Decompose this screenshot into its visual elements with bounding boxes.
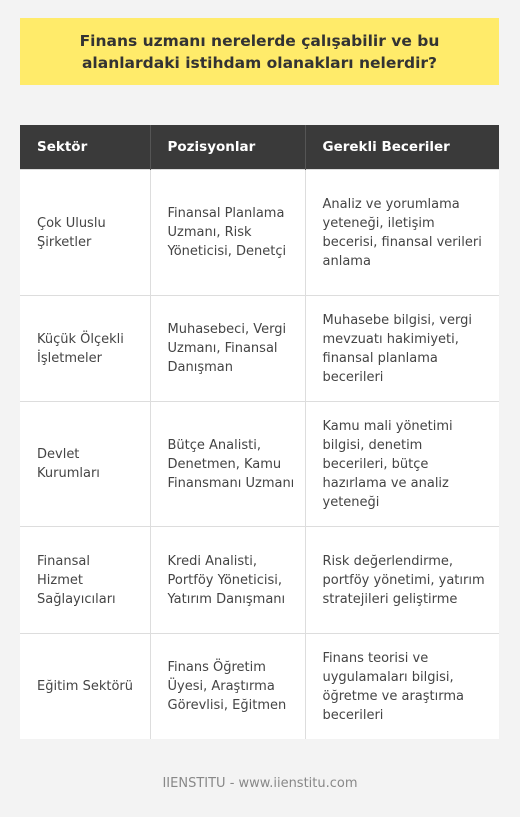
- cell-positions: Finans Öğretim Üyesi, Araştırma Görevlisi, Eğitmen: [150, 634, 305, 740]
- table-header: [20, 125, 499, 170]
- cell-positions: Muhasebeci, Vergi Uzmanı, Finansal Danışman: [150, 296, 305, 402]
- page-title-text: Finans uzmanı nerelerde çalışabilir ve bu alanlardaki istihdam olanakları nelerdir?: [79, 31, 440, 72]
- cell-sector: Çok Uluslu Şirketler: [20, 170, 150, 296]
- header-skills: Gerekli Beceriler: [305, 125, 499, 170]
- table-row: [20, 634, 499, 740]
- cell-positions: Bütçe Analisti, Denetmen, Kamu Finansmanı Uzmanı: [150, 402, 305, 527]
- footer-credit: IIENSTITU - www.iienstitu.com: [162, 776, 358, 791]
- cell-skills: Finans teorisi ve uygulamaları bilgisi, öğretme ve araştırma becerileri: [305, 634, 499, 740]
- cell-skills: Kamu mali yönetimi bilgisi, denetim becerileri, bütçe hazırlama ve analiz yeteneği: [305, 402, 499, 527]
- cell-skills: Muhasebe bilgisi, vergi mevzuatı hakimiyeti, finansal planlama becerileri: [305, 296, 499, 402]
- cell-sector: Finansal Hizmet Sağlayıcıları: [20, 527, 150, 634]
- sector-table: [20, 125, 499, 739]
- cell-skills: Analiz ve yorumlama yeteneği, iletişim becerisi, finansal verileri anlama: [305, 170, 499, 296]
- header-positions: Pozisyonlar: [150, 125, 305, 170]
- table-header-row: [20, 125, 499, 170]
- cell-sector: Devlet Kurumları: [20, 402, 150, 527]
- table-row: [20, 170, 499, 296]
- cell-positions: Finansal Planlama Uzmanı, Risk Yöneticisi, Denetçi: [150, 170, 305, 296]
- page-title: [20, 18, 499, 85]
- header-sector: Sektör: [20, 125, 150, 170]
- table-body: [20, 170, 499, 740]
- table-row: [20, 296, 499, 402]
- cell-skills: Risk değerlendirme, portföy yönetimi, yatırım stratejileri geliştirme: [305, 527, 499, 634]
- cell-positions: Kredi Analisti, Portföy Yöneticisi, Yatırım Danışmanı: [150, 527, 305, 634]
- cell-sector: Küçük Ölçekli İşletmeler: [20, 296, 150, 402]
- cell-sector: Eğitim Sektörü: [20, 634, 150, 740]
- table-row: [20, 402, 499, 527]
- table-row: [20, 527, 499, 634]
